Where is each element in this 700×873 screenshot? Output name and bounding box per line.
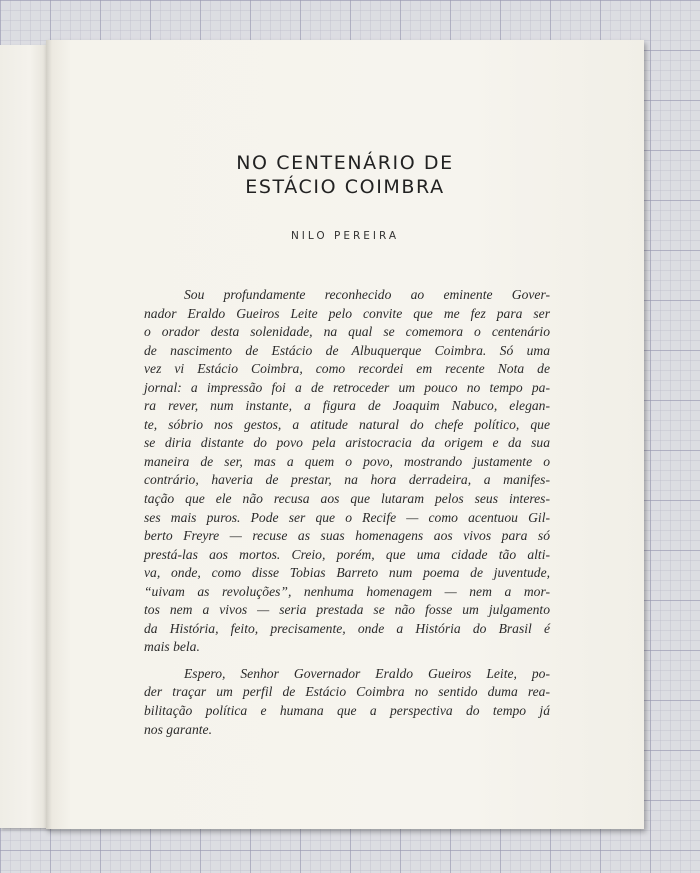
text-line: Espero, Senhor Governador Eraldo Gueiros Leite, po- bbox=[184, 665, 550, 681]
text-line: maneira de ser, mas a quem o povo, mostrando justamente o bbox=[144, 453, 550, 469]
text-line: o orador desta solenidade, na qual se comemora o centenário bbox=[144, 324, 550, 340]
text-line: Sou profundamente reconhecido ao eminente Gover- bbox=[184, 287, 550, 302]
facing-page-edge bbox=[0, 45, 50, 828]
body-text bbox=[144, 286, 550, 739]
paragraph-gap bbox=[144, 657, 550, 665]
text-line: nos garante. bbox=[144, 721, 212, 737]
paragraphs bbox=[144, 286, 550, 739]
text-line: tação que ele não recusa aos que lutaram pelos seus interes- bbox=[144, 491, 550, 507]
text-line: tos nem a vivos — seria prestada se não fosse um julgamento bbox=[144, 602, 550, 618]
text-line: contrário, haveria de prestar, na hora derradeira, a manifes- bbox=[144, 472, 550, 488]
document-page bbox=[46, 40, 644, 829]
text-line: te, sóbrio nos gestos, a atitude natural do chefe político, que bbox=[144, 416, 550, 432]
text-line: de nascimento de Estácio de Albuquerque Coimbra. Só uma bbox=[144, 342, 550, 358]
paragraph bbox=[144, 665, 550, 739]
text-line: “uivam as revoluções”, nenhuma homenagem — nem a mor- bbox=[144, 583, 550, 599]
title-line-1: NO CENTENÁRIO DE bbox=[236, 152, 454, 174]
text-line: da História, feito, precisamente, onde a História do Brasil é bbox=[144, 620, 550, 636]
author-name: NILO PEREIRA bbox=[290, 230, 400, 242]
title-line-2: ESTÁCIO COIMBRA bbox=[245, 176, 445, 198]
text-line: jornal: a impressão foi a de retroceder um pouco no tempo pa- bbox=[144, 379, 550, 395]
paragraph bbox=[144, 286, 550, 657]
text-line: der traçar um perfil de Estácio Coimbra no sentido duma rea- bbox=[144, 684, 550, 700]
text-line: mais bela. bbox=[144, 639, 200, 655]
text-line: prestá-las aos mortos. Creio, porém, que uma cidade tão alti- bbox=[144, 546, 550, 562]
text-line: vez vi Estácio Coimbra, como recordei em recente Nota de bbox=[144, 361, 550, 377]
text-line: bilitação política e humana que a perspectiva do tempo já bbox=[144, 703, 550, 719]
text-line: va, onde, como disse Tobias Barreto num poema de juventude, bbox=[144, 565, 550, 581]
text-line: ses mais puros. Pode ser que o Recife — como acentuou Gil- bbox=[144, 509, 550, 525]
text-line: nador Eraldo Gueiros Leite pelo convite que me fez para ser bbox=[144, 305, 550, 321]
text-line: se diria distante do povo pela aristocracia da origem e da sua bbox=[144, 435, 550, 451]
text-line: ra rever, num instante, a figura de Joaquim Nabuco, elegan- bbox=[144, 398, 550, 414]
text-line: berto Freyre — recuse as suas homenagens aos vivos para só bbox=[144, 528, 550, 544]
